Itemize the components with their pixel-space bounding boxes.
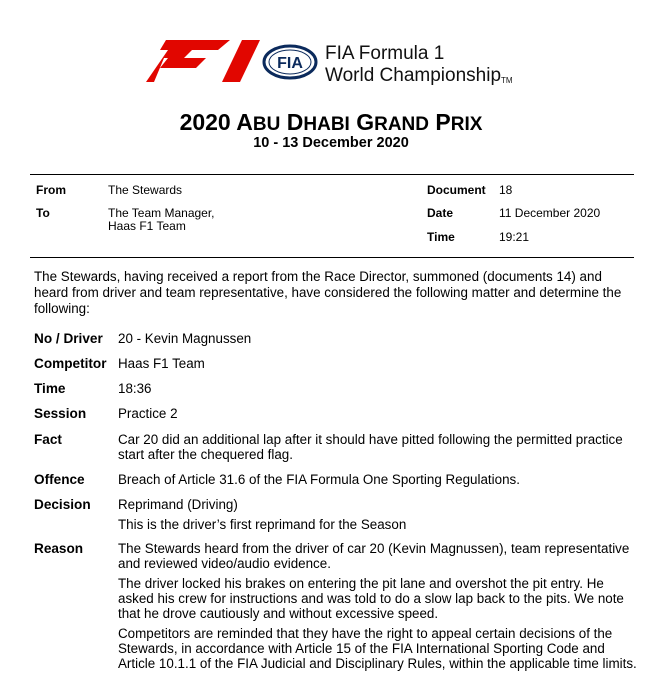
- competitor-value: Haas F1 Team: [118, 356, 205, 371]
- f1-logo-f-mid: [160, 58, 206, 68]
- trademark: TM: [501, 76, 513, 85]
- top-rule: [30, 174, 634, 175]
- f1-logo-one: [222, 40, 260, 82]
- fia-org-line1: FIA Formula 1: [325, 43, 445, 64]
- offence-label: Offence: [34, 472, 85, 487]
- to-value-line2: Haas F1 Team: [108, 219, 186, 233]
- document-header: [0, 38, 662, 88]
- page-title: 2020 ABU DHABI GRAND PRIX: [179, 109, 483, 135]
- date-value: 11 December 2020: [499, 206, 601, 220]
- to-value-line1: The Team Manager,: [108, 206, 215, 220]
- decision-label: Decision: [34, 497, 91, 512]
- session-label: Session: [34, 406, 87, 421]
- decision-value: [118, 497, 638, 537]
- reason-label: Reason: [34, 541, 84, 556]
- session-value: Practice 2: [118, 406, 178, 421]
- driver-value: 20 - Kevin Magnussen: [118, 331, 252, 346]
- document-value: 18: [499, 183, 513, 197]
- fact-value: Car 20 did an additional lap after it should have pitted following the permitted practice start after the chequered flag.: [118, 432, 623, 462]
- incident-time-label: Time: [34, 381, 66, 396]
- bottom-rule: [30, 257, 634, 258]
- fia-seal-logo: [262, 44, 318, 80]
- fia-org-line2: World Championship™: [325, 65, 513, 86]
- document-label: Document: [427, 183, 486, 197]
- fia-seal-text: FIA: [277, 55, 303, 72]
- decision-value-line1: Reprimand (Driving): [118, 497, 238, 512]
- fact-label: Fact: [34, 432, 62, 447]
- f1-logo: [146, 40, 260, 82]
- f1-logo-f-top: [160, 40, 230, 50]
- intro-paragraph: The Stewards, having received a report from the Race Director, summoned (documents 14) and heard from driver and team representative, have considered the following matter and determine the following:: [34, 269, 622, 316]
- date-label: Date: [427, 206, 454, 220]
- decision-value-line2: This is the driver’s first reprimand for the Season: [118, 517, 407, 532]
- driver-label: No / Driver: [34, 331, 103, 346]
- to-label: To: [36, 206, 50, 220]
- from-label: From: [36, 183, 66, 197]
- fia-championship-wordmark: [325, 43, 513, 90]
- from-value: The Stewards: [108, 183, 183, 197]
- reason-paragraph-1: The Stewards heard from the driver of car 20 (Kevin Magnussen), team representative and reviewed video/audio evidence.: [118, 541, 630, 571]
- reason-paragraph-3: Competitors are reminded that they have the right to appeal certain decisions of the Stewards, in accordance with Article 15 of the FIA International Sporting Code and Article 10.1.1 of the FIA Judicial and Disciplinary Rules, within the applicable time limits.: [118, 626, 637, 671]
- time-label: Time: [427, 230, 455, 244]
- reason-paragraph-2: The driver locked his brakes on entering the pit lane and overshot the pit entry. He asked his crew for instructions and was told to do a slow lap back to the pits. We note that he drove cautiously and without excessive speed.: [118, 576, 624, 621]
- reason-value: [118, 541, 638, 676]
- time-value: 19:21: [499, 230, 530, 244]
- event-dates: 10 - 13 December 2020: [253, 135, 409, 151]
- incident-time-value: 18:36: [118, 381, 152, 396]
- competitor-label: Competitor: [34, 356, 107, 371]
- offence-value: Breach of Article 31.6 of the FIA Formula One Sporting Regulations.: [118, 472, 520, 487]
